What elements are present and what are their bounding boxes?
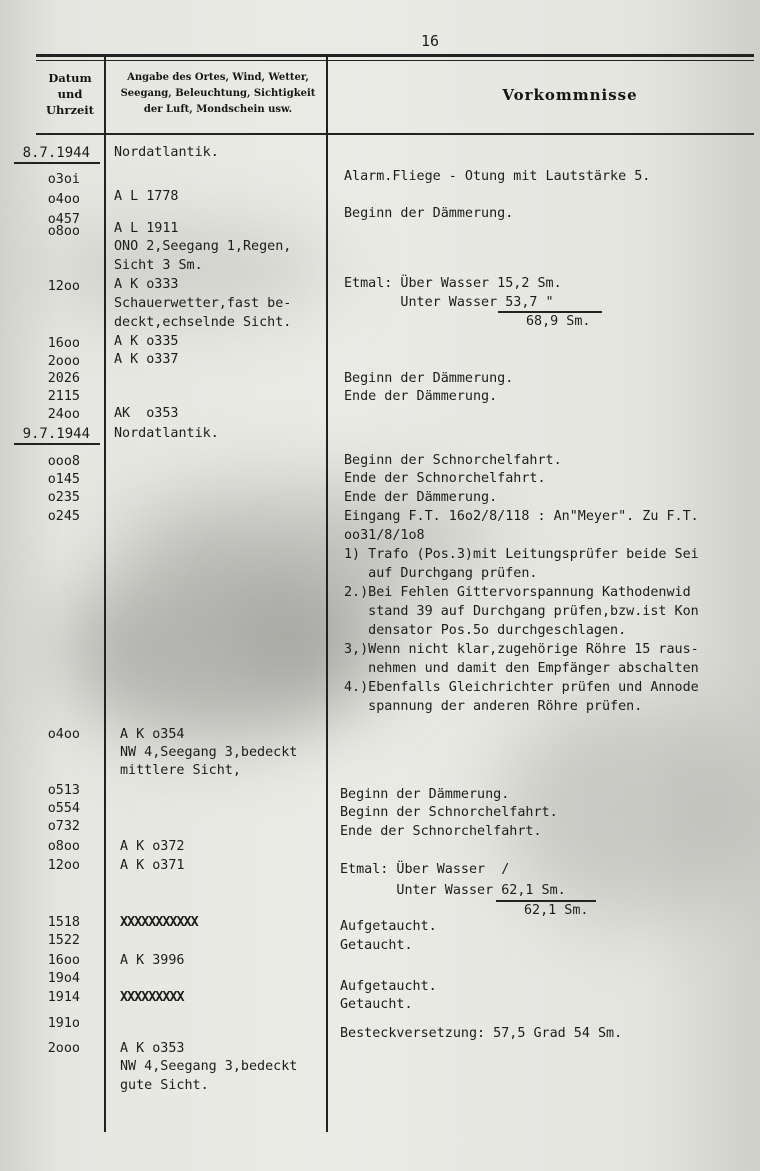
event-entry: Beginn der Schnorchelfahrt.	[340, 805, 558, 820]
event-entry: Eingang F.T. 16o2/8/118 : An"Meyer". Zu F.T.	[344, 509, 699, 524]
time-entry: o8oo	[47, 224, 80, 239]
event-entry: Beginn der Schnorchelfahrt.	[344, 453, 562, 468]
column-divider-1	[104, 57, 106, 1132]
event-entry: Beginn der Dämmerung.	[344, 371, 514, 386]
time-entry: o4oo	[47, 727, 80, 742]
time-entry: o457	[47, 212, 80, 227]
event-entry: oo31/8/1o8	[344, 528, 425, 543]
time-entry: o732	[47, 819, 80, 834]
event-entry: stand 39 auf Durchgang prüfen,bzw.ist Kon	[344, 604, 699, 619]
time-entry: o235	[47, 490, 80, 505]
date-underline	[14, 162, 100, 164]
location-entry: XXXXXXXXX	[120, 990, 184, 1005]
event-entry: Etmal: Über Wasser /	[340, 862, 510, 877]
event-entry: densator Pos.5o durchgeschlagen.	[344, 623, 627, 638]
event-entry: Getaucht.	[340, 997, 413, 1012]
time-entry: 12oo	[47, 858, 80, 873]
sum-rule	[496, 900, 596, 902]
event-entry: 62,1 Sm.	[524, 903, 589, 918]
location-entry: Nordatlantik.	[114, 145, 219, 160]
event-entry: Getaucht.	[340, 938, 413, 953]
event-entry: 2.)Bei Fehlen Gittervorspannung Kathodenwid	[344, 585, 691, 600]
sum-rule	[498, 311, 602, 313]
time-entry: 1518	[47, 915, 80, 930]
time-entry: 1522	[47, 933, 80, 948]
location-entry: Nordatlantik.	[114, 426, 219, 441]
table-top-rule	[36, 54, 754, 57]
event-entry: 68,9 Sm.	[526, 314, 591, 329]
event-entry: Etmal: Über Wasser 15,2 Sm.	[344, 276, 562, 291]
time-entry: o245	[47, 509, 80, 524]
event-entry: Ende der Dämmerung.	[344, 389, 498, 404]
time-entry: 2ooo	[47, 354, 80, 369]
event-entry: Aufgetaucht.	[340, 919, 437, 934]
location-entry: Sicht 3 Sm.	[114, 258, 203, 273]
header-date-time: Datum und Uhrzeit	[46, 71, 94, 117]
time-entry: ooo8	[47, 454, 80, 469]
location-entry: gute Sicht.	[120, 1078, 209, 1093]
location-entry: NW 4,Seegang 3,bedeckt	[120, 1059, 298, 1074]
column-divider-2	[326, 57, 328, 1132]
event-entry: Unter Wasser 53,7 "	[344, 295, 554, 310]
time-entry: 19o4	[47, 971, 80, 986]
location-entry: A K 3996	[120, 953, 185, 968]
event-entry: Alarm.Fliege - Otung mit Lautstärke 5.	[344, 169, 651, 184]
event-entry: Ende der Dämmerung.	[344, 490, 498, 505]
event-entry: spannung der anderen Röhre prüfen.	[344, 699, 643, 714]
location-entry: deckt,echselnde Sicht.	[114, 315, 292, 330]
time-entry: 2026	[47, 371, 80, 386]
time-entry: 16oo	[47, 953, 80, 968]
location-entry: A L 1778	[114, 189, 179, 204]
header-events: Vorkommnisse	[502, 86, 638, 104]
location-entry: A K o372	[120, 839, 185, 854]
location-entry: A K o371	[120, 858, 185, 873]
time-entry: o554	[47, 801, 80, 816]
location-entry: NW 4,Seegang 3,bedeckt	[120, 745, 298, 760]
location-entry: A L 1911	[114, 221, 179, 236]
event-entry: 4.)Ebenfalls Gleichrichter prüfen und Annode	[344, 680, 699, 695]
event-entry: Beginn der Dämmerung.	[340, 787, 510, 802]
location-entry: A K o333	[114, 277, 179, 292]
event-entry: Besteckversetzung: 57,5 Grad 54 Sm.	[340, 1026, 623, 1041]
location-entry: A K o354	[120, 727, 185, 742]
page-number: 16	[420, 32, 440, 50]
location-entry: AK o353	[114, 406, 179, 421]
time-entry: 2ooo	[47, 1041, 80, 1056]
event-entry: 1) Trafo (Pos.3)mit Leitungsprüfer beide Sei	[344, 547, 699, 562]
header-bottom-rule	[36, 133, 754, 135]
time-entry: 24oo	[47, 407, 80, 422]
time-entry: 16oo	[47, 336, 80, 351]
time-entry: o3oi	[47, 172, 80, 187]
time-entry: o145	[47, 472, 80, 487]
time-entry: 9.7.1944	[22, 426, 90, 442]
location-entry: A K o353	[120, 1041, 185, 1056]
location-entry: A K o337	[114, 352, 179, 367]
event-entry: Ende der Schnorchelfahrt.	[340, 824, 542, 839]
table-top-rule-thin	[36, 60, 754, 61]
time-entry: 1914	[47, 990, 80, 1005]
time-entry: 12oo	[47, 279, 80, 294]
location-entry: A K o335	[114, 334, 179, 349]
location-entry: Schauerwetter,fast be-	[114, 296, 292, 311]
event-entry: Aufgetaucht.	[340, 979, 437, 994]
location-entry: ONO 2,Seegang 1,Regen,	[114, 239, 292, 254]
event-entry: Beginn der Dämmerung.	[344, 206, 514, 221]
date-underline	[14, 443, 100, 445]
time-entry: 8.7.1944	[22, 145, 90, 161]
time-entry: o8oo	[47, 839, 80, 854]
location-entry: mittlere Sicht,	[120, 763, 241, 778]
time-entry: 191o	[47, 1016, 80, 1031]
event-entry: Ende der Schnorchelfahrt.	[344, 471, 546, 486]
event-entry: 3,)Wenn nicht klar,zugehörige Röhre 15 raus-	[344, 642, 699, 657]
time-entry: o4oo	[47, 192, 80, 207]
event-entry: Unter Wasser 62,1 Sm.	[340, 883, 566, 898]
time-entry: 2115	[47, 389, 80, 404]
time-entry: o513	[47, 783, 80, 798]
location-entry: XXXXXXXXXXX	[120, 915, 198, 930]
event-entry: nehmen und damit den Empfänger abschalten	[344, 661, 699, 676]
event-entry: auf Durchgang prüfen.	[344, 566, 538, 581]
header-location-weather: Angabe des Ortes, Wind, Wetter, Seegang, Beleuchtung, Sichtigkeit der Luft, Mondschein usw.	[120, 72, 316, 115]
